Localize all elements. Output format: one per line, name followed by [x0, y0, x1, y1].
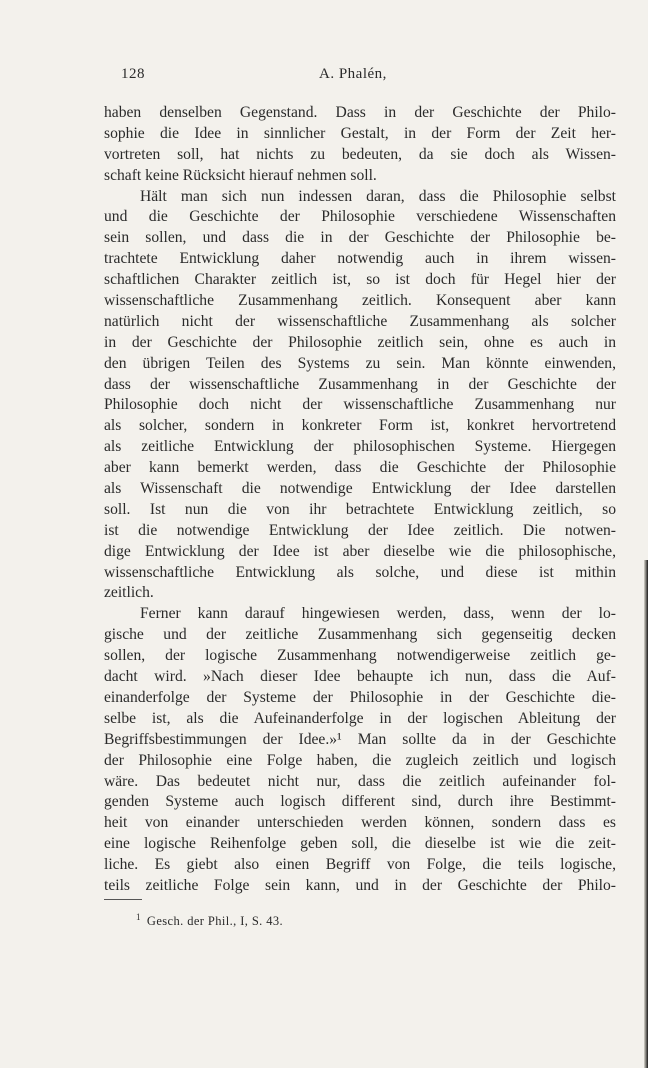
text-line: Ferner kann darauf hingewiesen werden, dass, wenn der lo-	[140, 605, 616, 623]
text-line: Philosophie doch nicht der wissenschaftliche Zusammenhang nur	[104, 396, 616, 414]
text-line: heit von einander unterschieden werden können, sondern dass es	[104, 814, 616, 832]
footnote	[136, 912, 283, 929]
text-line: dacht wird. »Nach dieser Idee behaupte ich nun, dass die Auf-	[104, 668, 616, 686]
text-line: Begriffsbestimmungen der Idee.»¹ Man sollte da in der Geschichte	[104, 730, 616, 748]
text-line: als Wissenschaft die notwendige Entwicklung der Idee darstellen	[104, 480, 616, 498]
page-header	[121, 66, 601, 88]
text-line: schaftlichen Charakter zeitlich ist, so ist doch für Hegel hier der	[104, 271, 616, 289]
text-line: wissenschaftliche Entwicklung als solche, und diese ist mithin	[104, 563, 616, 581]
text-line: selbe ist, als die Aufeinanderfolge in der logischen Ableitung der	[104, 709, 616, 727]
text-line: vortreten soll, hat nichts zu bedeuten, da sie doch als Wissen-	[104, 145, 616, 163]
text-line: trachtete Entwicklung daher notwendig auch in ihrem wissen-	[104, 250, 616, 268]
text-line: wissenschaftliche Zusammenhang zeitlich. Konsequent aber kann	[104, 292, 616, 310]
text-line: genden Systeme auch logisch different sind, durch ihre Bestimmt-	[104, 793, 616, 811]
text-line: sollen, der logische Zusammenhang notwendigerweise zeitlich ge-	[104, 647, 616, 665]
text-line: schaft keine Rücksicht hierauf nehmen soll.	[104, 166, 377, 184]
text-line: wäre. Das bedeutet nicht nur, dass die zeitlich aufeinander fol-	[104, 772, 616, 790]
body-text	[104, 103, 616, 897]
text-line: einanderfolge der Systeme der Philosophie in der Geschichte die-	[104, 688, 616, 706]
text-line: als solcher, sondern in konkreter Form ist, konkret hervortretend	[104, 417, 616, 435]
text-line: und die Geschichte der Philosophie verschiedene Wissenschaften	[104, 208, 616, 226]
text-line: der Philosophie eine Folge haben, die zugleich zeitlich und logisch	[104, 751, 616, 769]
text-line: natürlich nicht der wissenschaftliche Zusammenhang als solcher	[104, 312, 616, 330]
text-line: sein sollen, und dass die in der Geschichte der Philosophie be-	[104, 229, 616, 247]
text-line: aber kann bemerkt werden, dass die Geschichte der Philosophie	[104, 459, 616, 477]
page-number: 128	[121, 66, 145, 82]
footnote-text: Gesch. der Phil., I, S. 43.	[146, 914, 284, 929]
footnote-marker: 1	[136, 912, 141, 922]
text-line: gische und der zeitliche Zusammenhang sich gegenseitig decken	[104, 626, 616, 644]
text-line: eine logische Reihenfolge geben soll, die dieselbe ist wie die zeit-	[104, 835, 616, 853]
text-line: dige Entwicklung der Idee ist aber dieselbe wie die philosophische,	[104, 542, 616, 560]
text-line: teils zeitliche Folge sein kann, und in der Geschichte der Philo-	[104, 876, 616, 894]
text-line: dass der wissenschaftliche Zusammenhang in der Geschichte der	[104, 375, 616, 393]
text-line: liche. Es giebt also einen Begriff von Folge, die teils logische,	[104, 856, 616, 874]
running-head: A. Phalén,	[319, 66, 387, 82]
text-line: den übrigen Teilen des Systems zu sein. Man könnte einwenden,	[104, 354, 616, 372]
text-line: zeitlich.	[104, 584, 154, 602]
text-line: soll. Ist nun die von ihr betrachtete Entwicklung zeitlich, so	[104, 500, 616, 518]
page-edge-shadow	[644, 560, 648, 1068]
text-line: sophie die Idee in sinnlicher Gestalt, in der Form der Zeit her-	[104, 124, 616, 142]
text-line: haben denselben Gegenstand. Dass in der Geschichte der Philo-	[104, 104, 616, 121]
text-line: in der Geschichte der Philosophie zeitlich sein, ohne es auch in	[104, 333, 616, 351]
footnote-rule	[104, 899, 142, 900]
text-line: Hält man sich nun indessen daran, dass die Philosophie selbst	[140, 187, 616, 205]
text-line: als zeitliche Entwicklung der philosophischen Systeme. Hiergegen	[104, 438, 616, 456]
text-line: ist die notwendige Entwicklung der Idee zeitlich. Die notwen-	[104, 521, 616, 539]
